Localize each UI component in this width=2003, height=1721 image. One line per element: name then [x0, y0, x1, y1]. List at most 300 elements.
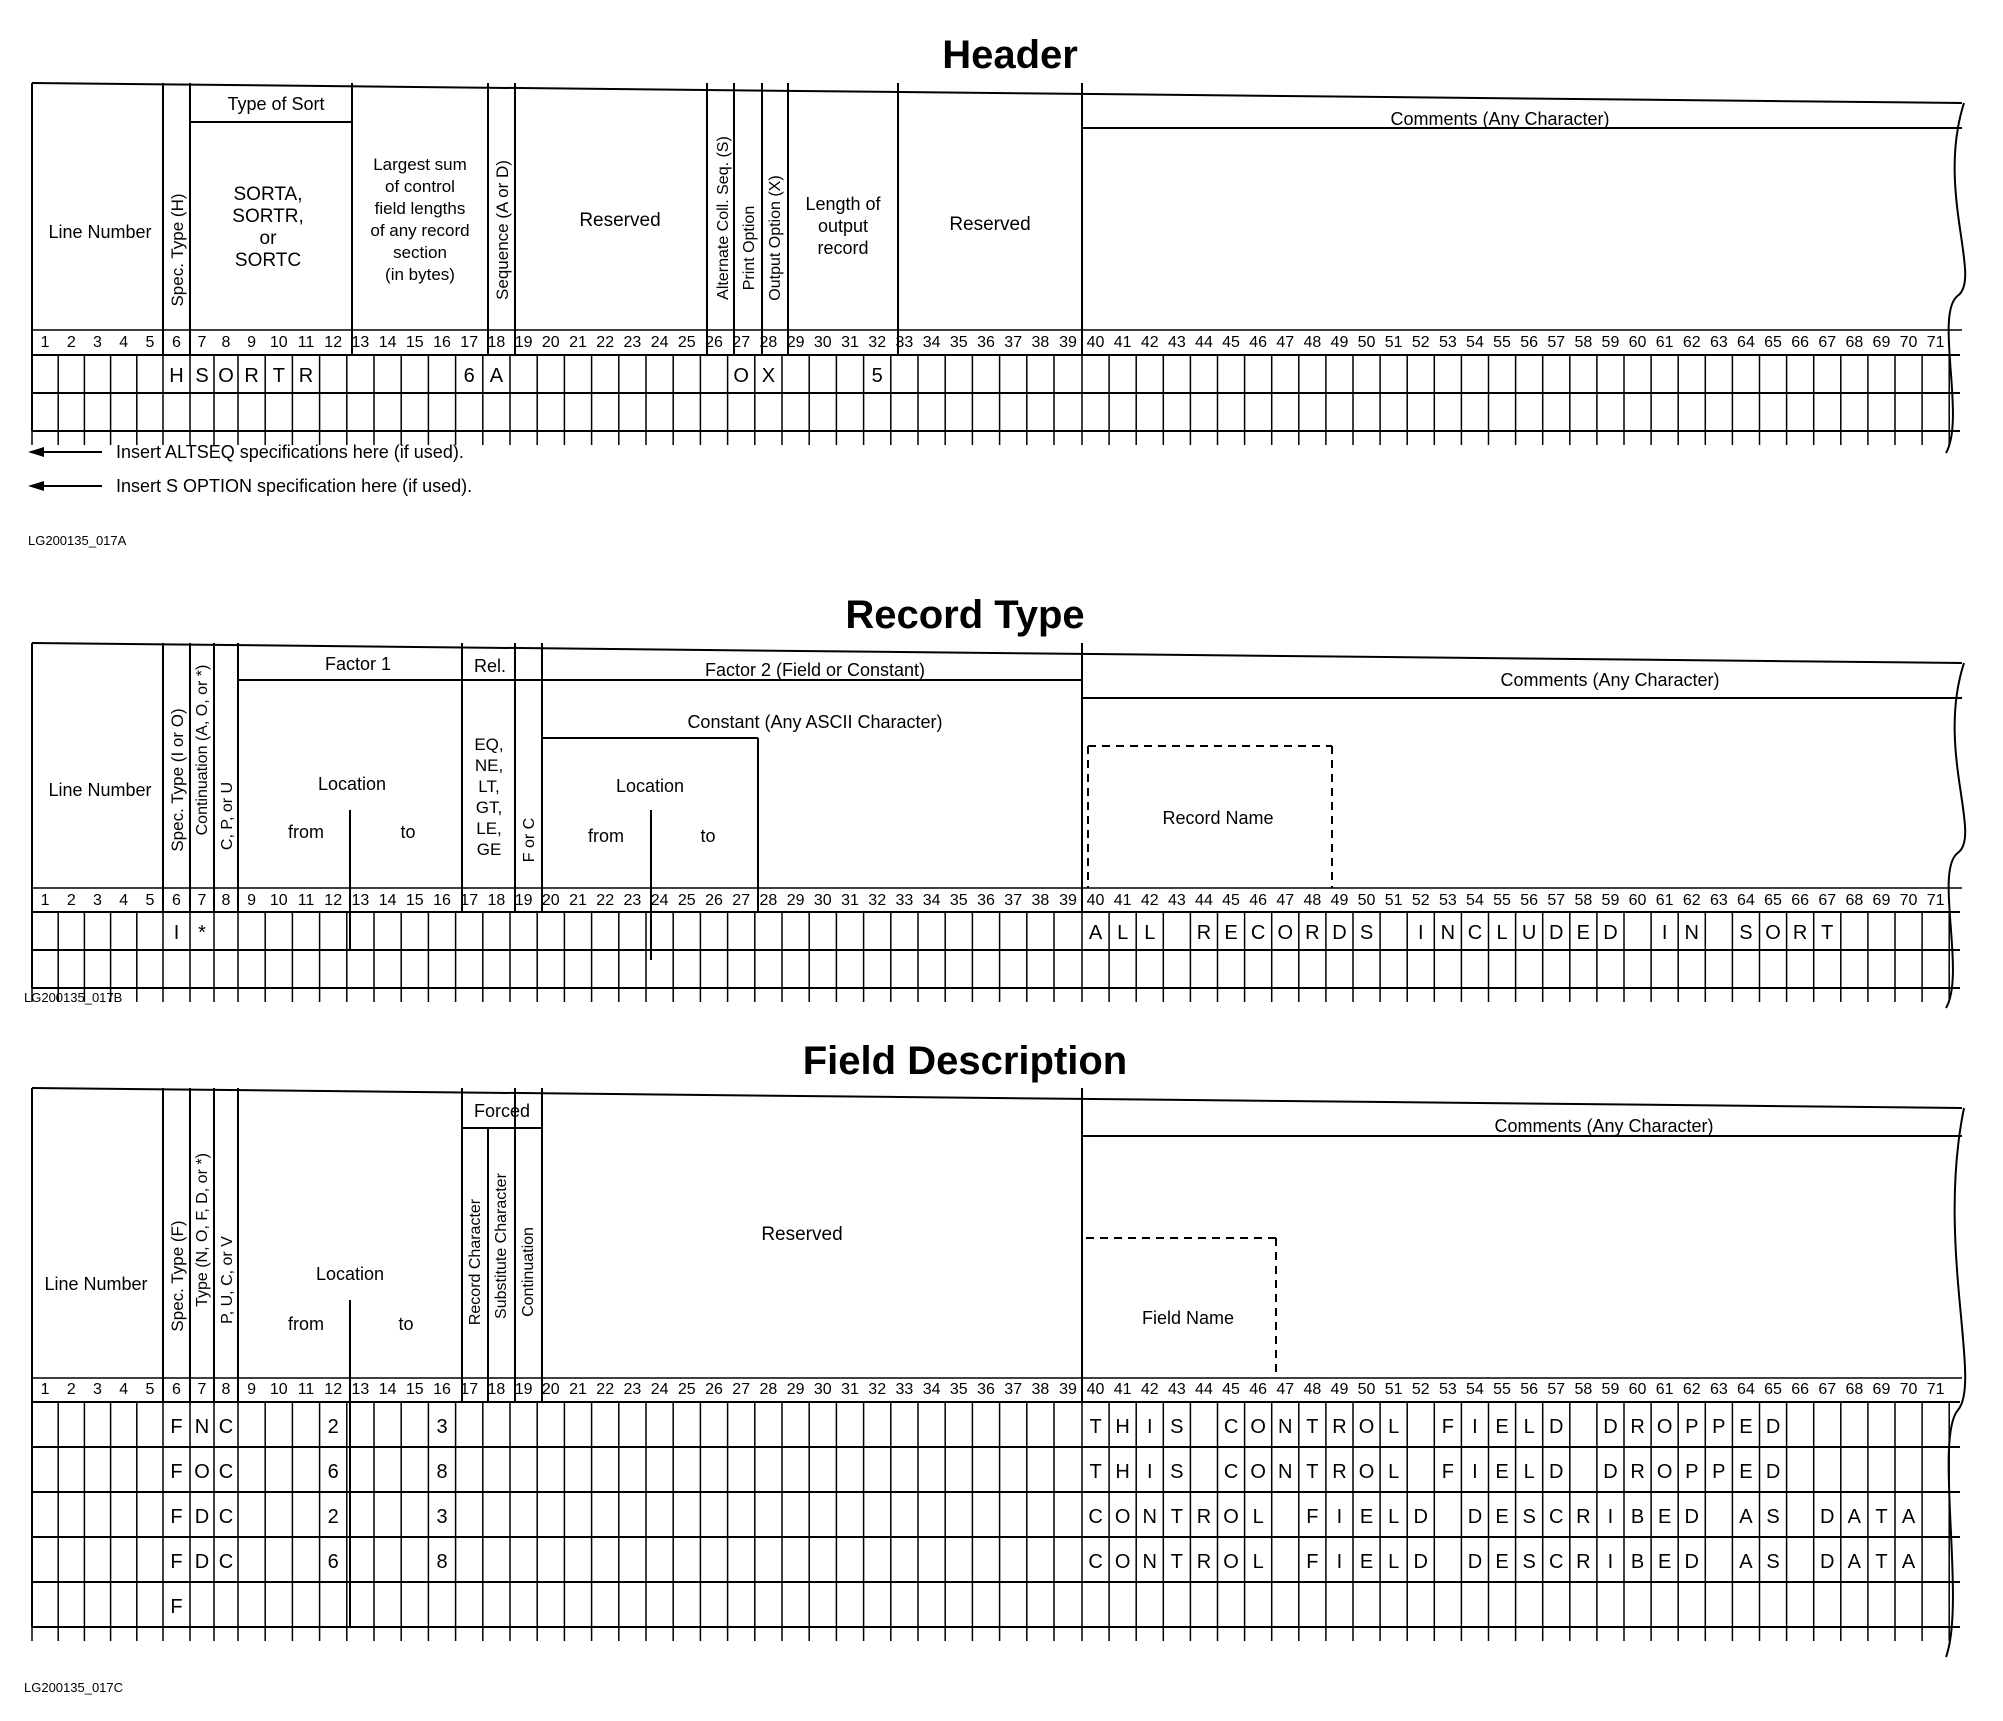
cell-char: 5 [871, 365, 883, 387]
cell-char: O [1223, 1506, 1239, 1528]
column-number: 35 [949, 1381, 968, 1398]
cell-char: F [170, 1461, 183, 1483]
column-number: 43 [1167, 1381, 1186, 1398]
cell-char: O [1114, 1551, 1131, 1573]
column-number: 21 [569, 1381, 587, 1398]
column-number: 44 [1195, 334, 1213, 351]
cell-char: O [1656, 1416, 1673, 1438]
column-number: 52 [1411, 334, 1430, 351]
column-number: 4 [119, 334, 129, 351]
cell-char: 6 [327, 1461, 339, 1483]
column-number: 59 [1601, 334, 1620, 351]
cell-char: C [1088, 1551, 1103, 1573]
column-number: 36 [977, 334, 995, 351]
cell-char: L [1117, 922, 1129, 944]
column-number: 20 [541, 334, 560, 351]
note-text: Insert ALTSEQ specifications here (if used). [116, 442, 464, 462]
column-number: 18 [487, 334, 506, 351]
label-text: GT, [475, 798, 503, 817]
arrow-left-icon [28, 447, 44, 457]
column-number: 56 [1520, 334, 1539, 351]
cell-char: T [272, 365, 285, 387]
label-text: Alternate Coll. Seq. (S) [715, 136, 732, 300]
column-number: 46 [1249, 1381, 1268, 1398]
column-number: 45 [1222, 892, 1240, 909]
column-number: 15 [405, 334, 424, 351]
column-number: 58 [1574, 1381, 1593, 1398]
label-text: Substitute Character [493, 1173, 510, 1319]
cell-char: S [1359, 922, 1374, 944]
column-number: 17 [460, 1381, 479, 1398]
label-text: Largest sum [373, 155, 467, 174]
column-number: 29 [786, 892, 805, 909]
cell-char: R [1576, 1551, 1591, 1573]
section-title: Record Type [845, 593, 1085, 637]
label-text: Spec. Type (F) [168, 1220, 187, 1332]
column-number: 5 [145, 1381, 155, 1398]
figure-code: LG200135_017A [28, 533, 127, 548]
cell-char: R [1196, 1506, 1212, 1528]
cell-char: C [1549, 1551, 1564, 1573]
label-text: Factor 1 [324, 654, 392, 674]
column-number: 6 [172, 892, 181, 909]
column-number: 19 [514, 892, 533, 909]
label-text: Spec. Type (H) [168, 193, 187, 307]
column-number: 64 [1737, 1381, 1755, 1398]
cell-char: D [1820, 1506, 1835, 1528]
column-number: 23 [623, 1381, 642, 1398]
cell-char: I [1472, 1416, 1478, 1438]
column-number: 41 [1113, 334, 1132, 351]
cell-char: D [1765, 1416, 1781, 1438]
column-number: 13 [351, 334, 370, 351]
cell-char: I [1417, 922, 1424, 944]
column-number: 36 [977, 892, 995, 909]
cell-char: H [1115, 1416, 1130, 1438]
column-number: 24 [650, 1381, 669, 1398]
cell-char: L [1144, 922, 1156, 944]
cell-char: D [1467, 1551, 1483, 1573]
cell-char: L [1388, 1506, 1400, 1528]
column-number: 48 [1303, 892, 1322, 909]
column-number: 41 [1113, 892, 1132, 909]
column-number: 57 [1547, 1381, 1566, 1398]
column-number: 66 [1791, 1381, 1810, 1398]
label-text: Forced [473, 1101, 531, 1121]
label-text: Comments (Any Character) [1500, 670, 1720, 690]
column-number: 63 [1709, 334, 1728, 351]
column-number: 70 [1899, 334, 1918, 351]
column-number: 70 [1899, 892, 1918, 909]
label-text: (in bytes) [385, 265, 455, 284]
column-number: 13 [351, 892, 370, 909]
cell-char: T [1306, 1461, 1319, 1483]
column-number: 42 [1140, 892, 1159, 909]
cell-char: O [218, 365, 234, 387]
column-number: 68 [1845, 334, 1864, 351]
cell-char: N [1440, 922, 1456, 944]
cell-char: R [1630, 1461, 1645, 1483]
cell-char: D [194, 1551, 210, 1573]
column-number: 7 [197, 334, 207, 351]
cell-char: S [195, 365, 209, 387]
label-text: to [398, 1314, 414, 1334]
cell-char: C [1549, 1506, 1564, 1528]
column-number: 3 [93, 334, 102, 351]
cell-char: F [170, 1506, 183, 1528]
column-number: 53 [1438, 1381, 1457, 1398]
cell-char: D [1820, 1551, 1835, 1573]
column-number: 17 [460, 334, 479, 351]
column-number: 26 [705, 334, 723, 351]
column-number: 20 [541, 1381, 560, 1398]
cell-char: N [1684, 922, 1699, 944]
column-number: 11 [297, 1381, 315, 1398]
cell-char: L [1388, 1551, 1400, 1573]
column-number: 46 [1249, 892, 1268, 909]
cell-char: C [1467, 922, 1483, 944]
column-number: 22 [596, 1381, 615, 1398]
cell-char: X [761, 365, 776, 387]
cell-char: I [1336, 1506, 1343, 1528]
cell-char: N [1278, 1461, 1293, 1483]
cell-char: A [1739, 1551, 1753, 1573]
cell-char: 3 [436, 1506, 448, 1528]
cell-char: 3 [436, 1416, 448, 1438]
column-number: 70 [1899, 1381, 1918, 1398]
cell-char: D [1684, 1551, 1699, 1573]
column-number: 44 [1195, 1381, 1213, 1398]
column-number: 1 [40, 334, 50, 351]
cell-char: D [1413, 1551, 1428, 1573]
column-number: 7 [197, 892, 207, 909]
column-number: 65 [1764, 892, 1782, 909]
label-text: to [700, 826, 716, 846]
column-number: 55 [1493, 892, 1511, 909]
cell-char: O [1277, 922, 1294, 944]
label-text: Reserved [579, 210, 661, 231]
cell-char: T [1875, 1506, 1888, 1528]
column-number: 12 [324, 1381, 343, 1398]
cell-char: N [1142, 1506, 1157, 1528]
cell-char: 2 [327, 1416, 339, 1438]
cell-char: R [1305, 922, 1320, 944]
column-number: 21 [569, 892, 587, 909]
column-number: 30 [813, 1381, 832, 1398]
cell-char: S [1739, 922, 1753, 944]
column-number: 8 [221, 334, 231, 351]
column-number: 34 [922, 1381, 941, 1398]
label-text: Rel. [473, 656, 507, 676]
cell-char: C [218, 1461, 234, 1483]
cell-char: L [1252, 1551, 1264, 1573]
label-text: to [400, 822, 416, 842]
column-number: 7 [197, 1381, 207, 1398]
column-number: 57 [1547, 892, 1566, 909]
label-text: SORTA, [233, 184, 303, 205]
column-number: 28 [759, 1381, 778, 1398]
cell-char: R [298, 365, 314, 387]
column-number: 37 [1004, 1381, 1023, 1398]
label-text: Factor 2 (Field or Constant) [704, 660, 926, 680]
cell-char: I [1607, 1506, 1614, 1528]
cell-char: I [1336, 1551, 1343, 1573]
section-title: Field Description [802, 1039, 1128, 1083]
record-type-section [24, 593, 1965, 1008]
column-number: 34 [922, 334, 941, 351]
column-number: 41 [1113, 1381, 1132, 1398]
column-number: 9 [247, 334, 257, 351]
column-number: 47 [1276, 1381, 1295, 1398]
label-text: Print Option [741, 205, 758, 291]
column-number: 69 [1872, 1381, 1891, 1398]
arrow-left-icon [28, 481, 44, 491]
column-number: 2 [66, 334, 76, 351]
column-number: 5 [145, 334, 155, 351]
column-number: 29 [786, 334, 805, 351]
label-text: Spec. Type (I or O) [168, 708, 187, 852]
label-text: field lengths [374, 199, 466, 218]
column-number: 55 [1493, 334, 1511, 351]
column-number: 23 [623, 892, 642, 909]
cell-char: I [1607, 1551, 1614, 1573]
cell-char: F [1306, 1506, 1319, 1528]
column-number: 65 [1764, 1381, 1782, 1398]
cell-char: R [1792, 922, 1808, 944]
column-number: 54 [1466, 334, 1484, 351]
cell-char: E [1495, 1506, 1509, 1528]
column-number: 51 [1384, 892, 1403, 909]
column-number: 71 [1926, 1381, 1945, 1398]
cell-char: E [1495, 1551, 1509, 1573]
cell-char: E [1657, 1506, 1672, 1528]
column-number: 46 [1249, 334, 1268, 351]
label-text: from [588, 826, 624, 846]
label-text: SORTR, [232, 206, 304, 227]
column-number: 51 [1384, 334, 1403, 351]
column-number: 60 [1628, 892, 1647, 909]
cell-char: C [218, 1506, 234, 1528]
column-number: 58 [1574, 892, 1593, 909]
column-number: 21 [569, 334, 587, 351]
column-number: 38 [1031, 892, 1050, 909]
cell-char: S [1766, 1551, 1780, 1573]
cell-char: 8 [436, 1461, 448, 1483]
column-number: 35 [949, 892, 968, 909]
column-number: 39 [1059, 1381, 1077, 1398]
cell-char: A [489, 365, 504, 387]
column-number: 52 [1411, 892, 1430, 909]
column-number: 35 [949, 334, 968, 351]
column-number: 25 [677, 892, 696, 909]
column-number: 8 [221, 892, 231, 909]
label-text: LT, [478, 777, 500, 796]
column-number: 48 [1303, 334, 1322, 351]
cell-char: O [1765, 922, 1781, 944]
cell-char: O [1114, 1506, 1131, 1528]
column-number: 15 [405, 892, 424, 909]
cell-char: O [1223, 1551, 1239, 1573]
column-number: 14 [378, 1381, 397, 1398]
column-number: 50 [1357, 892, 1376, 909]
column-number: 59 [1601, 1381, 1620, 1398]
cell-char: O [1250, 1416, 1266, 1438]
cell-char: D [1549, 1416, 1564, 1438]
column-number: 58 [1574, 334, 1593, 351]
cell-char: I [1146, 1416, 1153, 1438]
label-text: Record Character [467, 1198, 484, 1326]
cell-char: A [1901, 1506, 1916, 1528]
cell-char: R [244, 365, 259, 387]
label-text: Type of Sort [227, 94, 325, 114]
label-text: P, U, C, or V [219, 1236, 236, 1324]
cell-char: S [1170, 1416, 1184, 1438]
column-number: 33 [895, 334, 914, 351]
column-number: 54 [1466, 1381, 1484, 1398]
cell-char: D [1603, 1461, 1618, 1483]
cell-char: H [1115, 1461, 1130, 1483]
cell-char: L [1523, 1461, 1535, 1483]
note-text: Insert S OPTION specification here (if used). [116, 476, 473, 496]
column-number: 65 [1764, 334, 1782, 351]
column-number: 16 [433, 334, 451, 351]
column-number: 38 [1031, 1381, 1050, 1398]
label-text: C, P, or U [219, 781, 236, 851]
column-number: 63 [1709, 892, 1728, 909]
column-number: 51 [1384, 1381, 1403, 1398]
cell-char: E [1359, 1506, 1374, 1528]
cell-char: A [1847, 1506, 1862, 1528]
column-number: 45 [1222, 1381, 1240, 1398]
column-number: 47 [1276, 334, 1295, 351]
column-number: 60 [1628, 334, 1647, 351]
column-number: 33 [895, 1381, 914, 1398]
column-number: 62 [1682, 892, 1701, 909]
label-text: Field Name [1141, 1308, 1235, 1328]
column-number: 37 [1004, 334, 1023, 351]
header-section [28, 33, 1965, 548]
column-number: 53 [1438, 892, 1457, 909]
column-number: 11 [297, 334, 315, 351]
cell-char: 6 [327, 1551, 339, 1573]
column-number: 40 [1086, 1381, 1105, 1398]
column-number: 59 [1601, 892, 1620, 909]
column-number: 50 [1357, 334, 1376, 351]
label-text: NE, [474, 756, 504, 775]
column-number: 64 [1737, 334, 1755, 351]
column-number: 44 [1195, 892, 1213, 909]
column-number: 1 [40, 892, 50, 909]
cell-char: R [1196, 922, 1212, 944]
column-number: 60 [1628, 1381, 1647, 1398]
column-number: 27 [732, 334, 751, 351]
cell-char: P [1685, 1416, 1699, 1438]
column-number: 45 [1222, 334, 1240, 351]
column-number: 32 [868, 334, 887, 351]
cell-char: O [1656, 1461, 1673, 1483]
column-number: 64 [1737, 892, 1755, 909]
cell-char: 6 [463, 365, 475, 387]
column-number: 71 [1926, 334, 1945, 351]
cell-char: F [170, 1596, 183, 1618]
cell-char: R [1332, 1461, 1347, 1483]
column-number: 50 [1357, 1381, 1376, 1398]
column-number: 61 [1655, 892, 1674, 909]
column-number: 33 [895, 892, 914, 909]
column-number: 39 [1059, 892, 1077, 909]
cell-char: E [1576, 922, 1591, 944]
cell-char: D [1549, 922, 1564, 944]
label-text: Sequence (A or D) [493, 160, 512, 300]
column-number: 2 [66, 1381, 76, 1398]
cell-char: E [1739, 1416, 1753, 1438]
column-number: 32 [868, 1381, 887, 1398]
column-number: 28 [759, 892, 778, 909]
cell-char: O [1250, 1461, 1266, 1483]
column-number: 20 [541, 892, 560, 909]
column-number: 15 [405, 1381, 424, 1398]
label-text: Location [317, 774, 387, 794]
cell-char: P [1712, 1416, 1726, 1438]
column-number: 40 [1086, 892, 1105, 909]
cell-char: H [169, 365, 184, 387]
column-number: 28 [759, 334, 778, 351]
column-number: 54 [1466, 892, 1484, 909]
figure-code: LG200135_017B [24, 990, 123, 1005]
cell-char: E [1224, 922, 1238, 944]
cell-char: F [1441, 1416, 1454, 1438]
column-number: 69 [1872, 334, 1891, 351]
cell-char: D [1413, 1506, 1428, 1528]
column-number: 9 [247, 1381, 257, 1398]
column-number: 18 [487, 1381, 506, 1398]
cell-char: A [1739, 1506, 1753, 1528]
cell-char: E [1657, 1551, 1672, 1573]
cell-char: I [1661, 922, 1668, 944]
column-number: 3 [93, 1381, 102, 1398]
label-text: Record Name [1162, 808, 1274, 828]
label-text: EQ, [474, 735, 504, 754]
column-number: 67 [1818, 334, 1837, 351]
label-text: Reserved [949, 214, 1031, 235]
cell-char: O [194, 1461, 210, 1483]
column-number: 10 [269, 1381, 288, 1398]
column-number: 30 [813, 334, 832, 351]
column-number: 23 [623, 334, 642, 351]
cell-char: C [218, 1551, 234, 1573]
column-number: 61 [1655, 334, 1674, 351]
column-number: 49 [1330, 892, 1349, 909]
cell-char: P [1712, 1461, 1726, 1483]
column-number: 8 [221, 1381, 231, 1398]
column-number: 38 [1031, 334, 1050, 351]
cell-char: D [1765, 1461, 1781, 1483]
cell-char: D [1549, 1461, 1564, 1483]
column-number: 16 [433, 892, 451, 909]
column-number: 13 [351, 1381, 370, 1398]
column-number: 25 [677, 334, 696, 351]
cell-char: R [1332, 1416, 1347, 1438]
label-text: Output Option (X) [767, 175, 784, 301]
cell-char: F [170, 1551, 183, 1573]
label-text: Constant (Any ASCII Character) [687, 712, 943, 732]
cell-char: I [173, 922, 180, 944]
cell-char: B [1630, 1506, 1645, 1528]
column-number: 30 [813, 892, 832, 909]
cell-char: A [1088, 922, 1103, 944]
label-text: or [259, 228, 277, 249]
cell-char: L [1388, 1416, 1400, 1438]
